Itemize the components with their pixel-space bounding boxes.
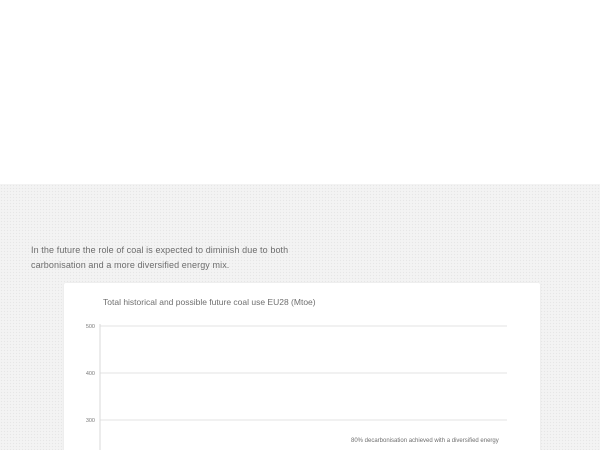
chart-annotation: 80% decarbonisation achieved with a diversified energy xyxy=(351,438,499,444)
intro-line-2: carbonisation and a more diversified energy mix. xyxy=(31,260,230,270)
y-tick-label-500: 500 xyxy=(85,324,95,330)
y-tick-label-300: 300 xyxy=(85,418,95,424)
top-blank-area xyxy=(0,0,600,184)
intro-line-1: In the future the role of coal is expected to diminish due to both xyxy=(31,245,289,255)
y-tick-label-400: 400 xyxy=(85,371,95,377)
chart-card xyxy=(64,283,540,450)
intro-paragraph xyxy=(31,243,331,273)
chart-title: Total historical and possible future coal use EU28 (Mtoe) xyxy=(103,297,316,307)
chart-plot xyxy=(64,283,540,450)
